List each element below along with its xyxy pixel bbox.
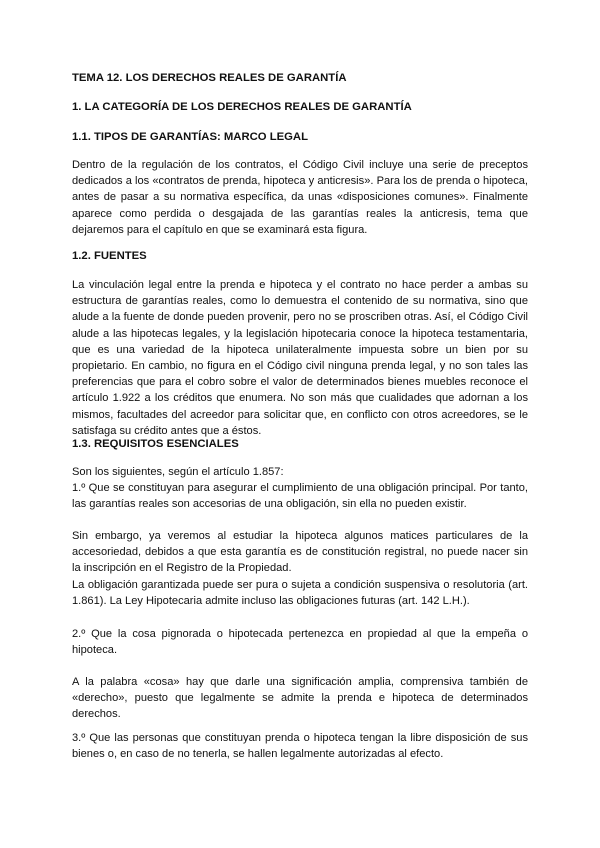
paragraph: Sin embargo, ya veremos al estudiar la hipoteca algunos matices particulares de la accesoriedad, debidos a que esta garantía es de constitución registral, no puede nacer sin la inscripción en el Registro de la Propiedad. (72, 530, 528, 575)
subsection-heading: 1.2. FUENTES (72, 250, 147, 262)
paragraph: Dentro de la regulación de los contratos, el Código Civil incluye una serie de preceptos dedicados a los «contratos de prenda, hipoteca y anticresis». Para los de prenda o hipoteca, antes de pasar a su normativa específica, da unas «disposiciones comunes». Finalmente aparece como perdida o desgajada de las garantías reales la anticresis, tema que dejaremos para el capítulo en que se examinará esta figura. (72, 159, 528, 236)
requirement-2: 2.º Que la cosa pignorada o hipotecada pertenezca en propiedad al que la empeña o hipoteca. (72, 628, 528, 657)
requirement-3: 3.º Que las personas que constituyan prenda o hipoteca tengan la libre disposición de sus bienes o, en caso de no tenerla, se hallen legalmente autorizadas al efecto. (72, 732, 528, 761)
subsection-heading: 1.3. REQUISITOS ESENCIALES (72, 438, 239, 450)
intro-line: Son los siguientes, según el artículo 1.857: (72, 466, 284, 478)
subsection-heading: 1.1. TIPOS DE GARANTÍAS: MARCO LEGAL (72, 131, 308, 143)
paragraph: A la palabra «cosa» hay que darle una significación amplia, comprensiva también de «derecho», puesto que legalmente se admite la prenda e hipoteca de determinados derechos. (72, 676, 528, 721)
paragraph: La vinculación legal entre la prenda e hipoteca y el contrato no hace perder a ambas su estructura de garantías reales, como lo demuestra el contenido de su normativa, sino que alude a la fuente de donde pueden provenir, pero no se proscriben otras. Así, el Código Civil alude a las hipotecas legales, y la legislación hipotecaria conoce la hipoteca testamentaria, que es una variedad de la hipoteca unilateralmente impuesta sobre un bien por su propietario. En cambio, no figura en el Código civil ninguna prenda legal, y no son tales las preferencias que para el cobro sobre el valor de determinados bienes muebles reconoce el artículo 1.922 a los créditos que enumera. No son más que cualidades que adornan a los mismos, facultades del acreedor para solicitar que, en conflicto con otros acreedores, se le satisfaga su crédito antes que a éstos. (72, 279, 528, 437)
requirement-1: 1.º Que se constituyan para asegurar el cumplimiento de una obligación principal. Por tanto, las garantías reales son accesorias de una obligación, sin ella no pueden existir. (72, 482, 528, 511)
requirements-intro (72, 464, 528, 513)
document-title: TEMA 12. LOS DERECHOS REALES DE GARANTÍA (72, 72, 347, 84)
section-heading: 1. LA CATEGORÍA DE LOS DERECHOS REALES DE GARANTÍA (72, 101, 412, 113)
paragraph: La obligación garantizada puede ser pura o sujeta a condición suspensiva o resolutoria (art. 1.861). La Ley Hipotecaria admite incluso las obligaciones futuras (art. 142 L.H.). (72, 579, 528, 608)
